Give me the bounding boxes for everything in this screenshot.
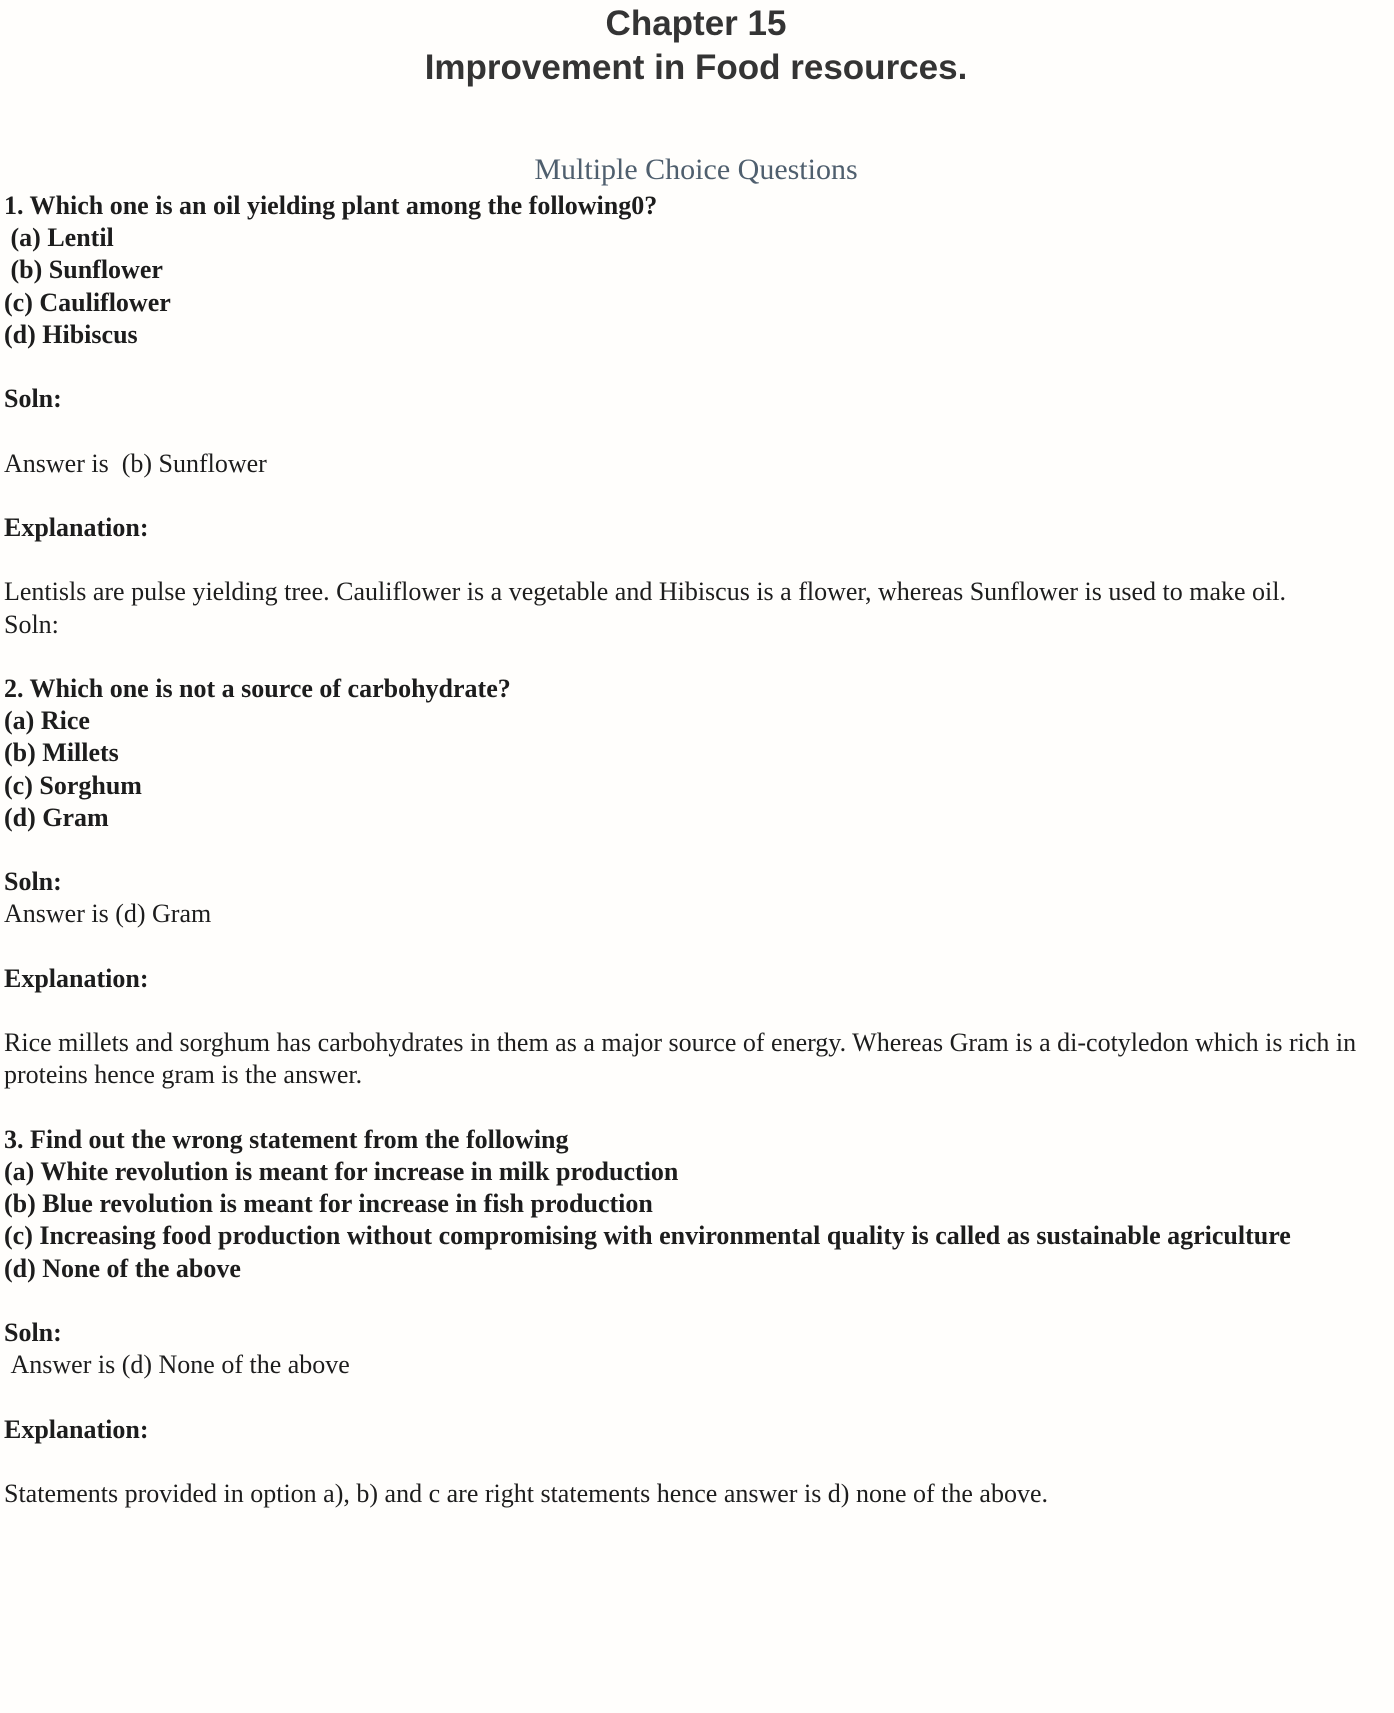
question-1-soln-label: Soln:: [4, 384, 62, 414]
section-heading: Multiple Choice Questions: [534, 153, 858, 186]
question-1-explanation-text: Lentisls are pulse yielding tree. Cauliflower is a vegetable and Hibiscus is a flower, whereas Sunflower is used to make oil.: [4, 577, 1286, 607]
question-2-option-b: (b) Millets: [4, 738, 119, 768]
question-1-text: 1. Which one is an oil yielding plant among the following0?: [4, 191, 658, 220]
question-3-option-c: (c) Increasing food production without compromising with environmental quality is called as sustainable agriculture: [4, 1221, 1291, 1251]
question-3-option-a: (a) White revolution is meant for increase in milk production: [4, 1156, 679, 1186]
question-2-text: 2. Which one is not a source of carbohydrate?: [4, 673, 511, 703]
question-1-answer: Answer is (b) Sunflower: [4, 448, 267, 478]
question-3-option-b: (b) Blue revolution is meant for increase in fish production: [4, 1189, 653, 1219]
question-3-explanation-label: Explanation:: [4, 1414, 149, 1444]
question-1-option-a: (a) Lentil: [4, 223, 114, 253]
question-1-trailing-soln-label: Soln:: [4, 609, 59, 639]
question-2-option-c: (c) Sorghum: [4, 770, 142, 800]
question-2-explanation-label: Explanation:: [4, 963, 149, 993]
question-3-answer: Answer is (d) None of the above: [4, 1350, 350, 1380]
question-2-explanation-text: Rice millets and sorghum has carbohydrates in them as a major source of energy. Whereas Gram is a di-cotyledon which is rich in proteins hence gram is the answer.: [4, 1028, 1363, 1090]
question-3-explanation-text: Statements provided in option a), b) and c are right statements hence answer is d) none of the above.: [4, 1478, 1049, 1508]
question-3-soln-label: Soln:: [4, 1317, 62, 1347]
question-block-3: [4, 1124, 1388, 1510]
question-2-answer: Answer is (d) Gram: [4, 899, 212, 929]
question-3-text: 3. Find out the wrong statement from the following: [4, 1124, 569, 1154]
chapter-name-title: Improvement in Food resources.: [424, 48, 968, 87]
question-1-explanation-label: Explanation:: [4, 512, 149, 542]
question-2-option-a: (a) Rice: [4, 706, 90, 736]
question-block-2: [4, 673, 1388, 1092]
question-block-1: [4, 190, 1388, 641]
question-2-soln-label: Soln:: [4, 867, 62, 897]
chapter-number-title: Chapter 15: [605, 4, 787, 43]
question-1-option-c: (c) Cauliflower: [4, 287, 171, 317]
question-3-option-d: (d) None of the above: [4, 1253, 241, 1283]
question-1-option-d: (d) Hibiscus: [4, 319, 138, 349]
question-2-option-d: (d) Gram: [4, 802, 109, 832]
question-1-option-b: (b) Sunflower: [4, 255, 163, 285]
